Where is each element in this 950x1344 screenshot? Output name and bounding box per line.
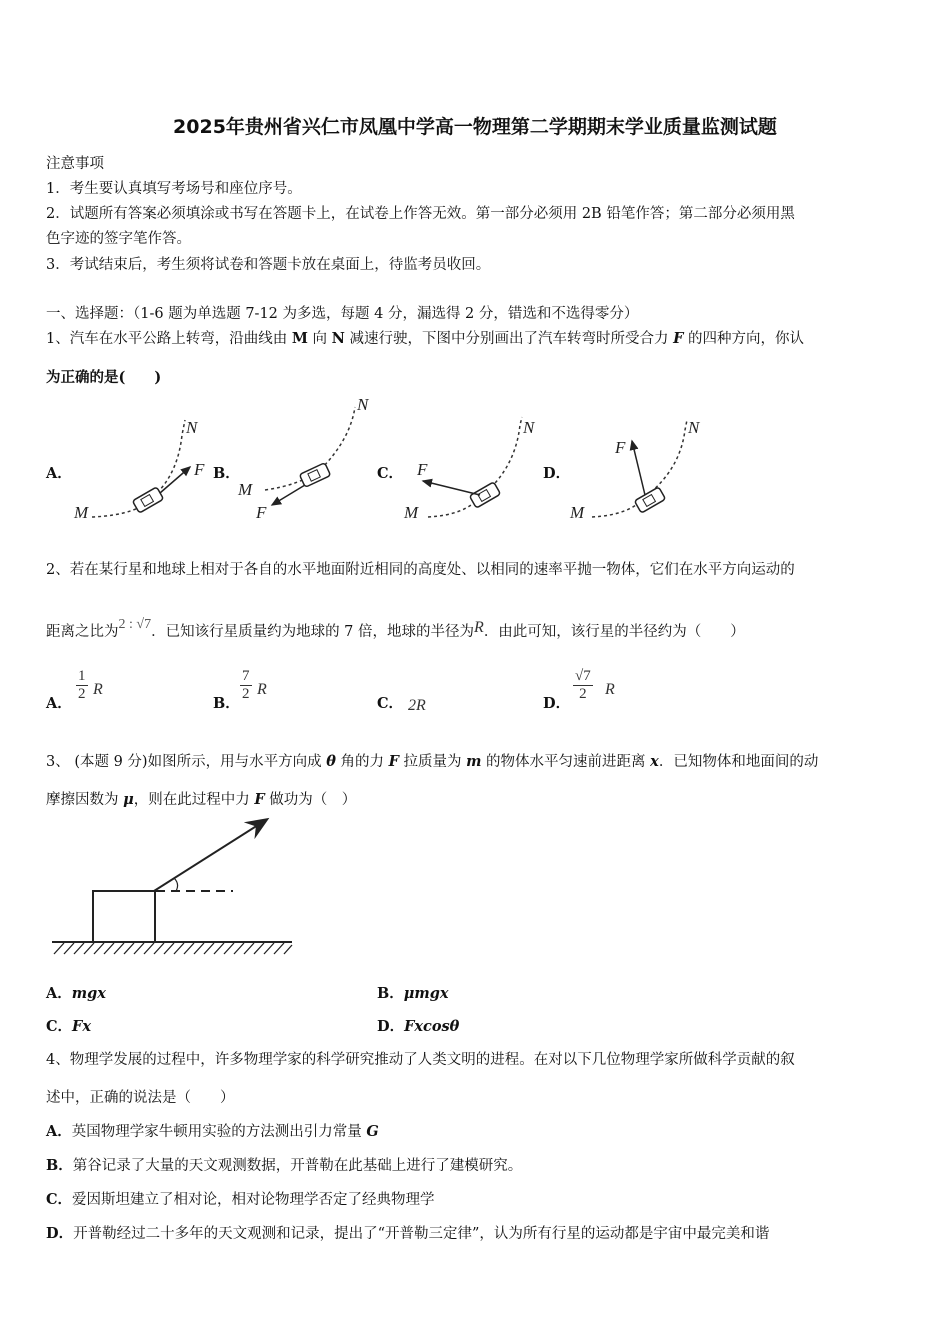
q2-option-b-label[interactable]: B． xyxy=(213,695,240,712)
q2-option-a-label[interactable]: A． xyxy=(46,695,72,712)
figure-d xyxy=(569,418,701,522)
notice-item: 2．试题所有答案必须填涂或书写在答题卡上，在试卷上作答无效。第一部分必须用 2B 铅笔作答；第二部分必须用黑 xyxy=(46,206,795,222)
q3-figure xyxy=(48,812,298,962)
q1-option-a[interactable]: A． xyxy=(46,465,72,482)
figure-c xyxy=(403,417,536,522)
ground-hatch xyxy=(54,943,292,954)
notice-item: 色字迹的签字笔作答。 xyxy=(46,231,191,247)
q2-option-c-label[interactable]: C． xyxy=(377,695,404,712)
q2-option-a-frac: 1 2 xyxy=(78,668,86,702)
q1-option-c[interactable]: C． xyxy=(377,465,404,482)
q3-option-d[interactable]: D．Fxcosθ xyxy=(377,1018,460,1035)
label-f: F xyxy=(194,460,205,479)
q1-stem-2: 为正确的是( ) xyxy=(46,369,162,386)
figure-a xyxy=(73,418,205,522)
q2-option-b-frac: 7 2 xyxy=(242,668,250,702)
q4-stem: 4、物理学发展的过程中，许多物理学家的科学研究推动了人类文明的进程。在对以下几位物理学家所做科学贡献的叙 xyxy=(46,1052,795,1068)
label-m: M xyxy=(238,480,253,499)
notice-heading: 注意事项 xyxy=(46,156,104,172)
label-m: M xyxy=(570,503,585,522)
q4-option-d[interactable]: D．开普勒经过二十多年的天文观测和记录，提出了“开普勒三定律”，认为所有行星的运动都是宇宙中最完美和谐 xyxy=(46,1225,770,1242)
q2-option-d-label[interactable]: D． xyxy=(543,695,571,712)
q4-option-b[interactable]: B．第谷记录了大量的天文观测数据，开普勒在此基础上进行了建模研究。 xyxy=(46,1157,523,1174)
label-n: N xyxy=(186,418,198,437)
label-n: N xyxy=(357,395,369,414)
label-m: M xyxy=(404,503,419,522)
block xyxy=(93,891,155,942)
q2-option-d-frac: √7 2 xyxy=(575,668,591,702)
q3-option-b[interactable]: B．μmgx xyxy=(377,985,449,1002)
section-heading: 一、选择题：（1-6 题为单选题 7-12 为多选，每题 4 分，漏选得 2 分，错选和不选得零分） xyxy=(46,306,639,322)
label-n: N xyxy=(688,418,700,437)
q1-figures xyxy=(60,395,920,530)
q2-option-c-value: 2R xyxy=(408,697,426,714)
q3-stem: 3、 (本题 9 分)如图所示，用与水平方向成 θ 角的力 F 拉质量为 m 的物体水平匀速前进距离 x．已知物体和地面间的动 xyxy=(46,753,819,770)
label-m: M xyxy=(74,503,89,522)
q2-stem: 2、若在某行星和地球上相对于各自的水平地面附近相同的高度处、以相同的速率平抛一物体，它们在水平方向运动的 xyxy=(46,562,795,578)
q3-option-a[interactable]: A．mgx xyxy=(46,985,106,1002)
q4-stem-2: 述中，正确的说法是（ ） xyxy=(46,1090,235,1106)
label-f: F xyxy=(417,460,428,479)
label-f: F xyxy=(256,503,267,522)
q3-stem-2: 摩擦因数为 μ，则在此过程中力 F 做功为（ ） xyxy=(46,791,357,808)
q3-option-c[interactable]: C．Fx xyxy=(46,1018,91,1035)
label-n: N xyxy=(523,418,535,437)
q2-stem-2: 距离之比为2 : √7．已知该行星质量约为地球的 7 倍，地球的半径为R．由此可知，该行星的半径约为（ ） xyxy=(46,617,745,640)
notice-item: 1．考生要认真填写考场号和座位序号。 xyxy=(46,181,302,197)
q1-stem: 1、汽车在水平公路上转弯，沿曲线由 M 向 N 减速行驶，下图中分别画出了汽车转弯时所受合力 F 的四种方向，你认 xyxy=(46,330,805,347)
page-title: 2025年贵州省兴仁市凤凰中学高一物理第二学期期末学业质量监测试题 xyxy=(173,116,777,138)
notice-item: 3．考试结束后，考生须将试卷和答题卡放在桌面上，待监考员收回。 xyxy=(46,257,491,273)
q1-option-b[interactable]: B． xyxy=(213,465,240,482)
q1-option-d[interactable]: D． xyxy=(543,465,571,482)
q4-option-a[interactable]: A．英国物理学家牛顿用实验的方法测出引力常量 G xyxy=(46,1123,379,1140)
force-arrow xyxy=(154,820,266,891)
angle-arc xyxy=(174,878,178,891)
label-f: F xyxy=(615,438,626,457)
figure-b xyxy=(237,395,370,522)
q4-option-c[interactable]: C．爱因斯坦建立了相对论，相对论物理学否定了经典物理学 xyxy=(46,1191,435,1208)
